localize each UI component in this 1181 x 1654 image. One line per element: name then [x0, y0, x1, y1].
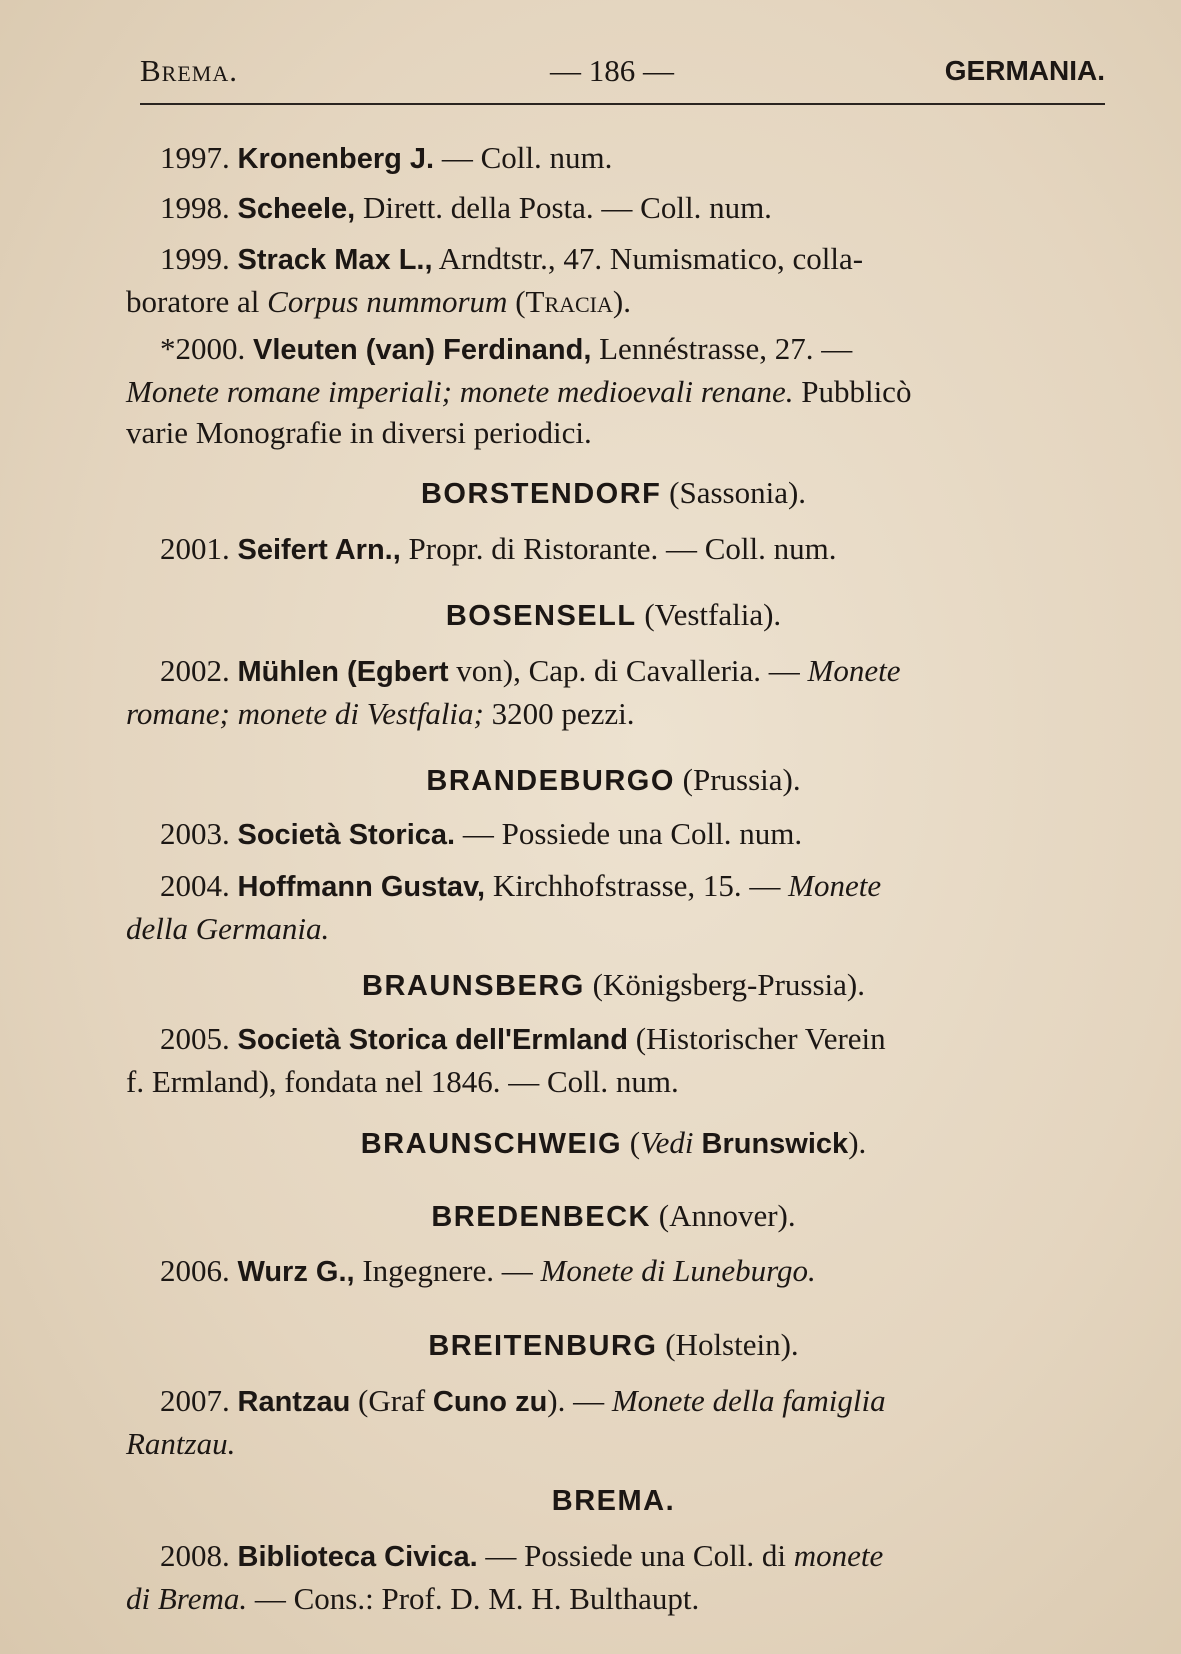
entry-smallcaps: Tracia	[525, 284, 613, 319]
entry-text: (Historischer Verein	[627, 1021, 886, 1056]
place-region: (Annover).	[651, 1198, 796, 1233]
entry-2003	[126, 813, 1101, 856]
running-head-right: GERMANIA.	[944, 55, 1105, 86]
entry-italic: romane; monete di Vestfalia;	[126, 696, 484, 731]
entry-italic: della Germania.	[126, 911, 330, 946]
entry-number: 2006.	[160, 1253, 230, 1288]
entry-text: boratore al	[126, 284, 268, 319]
place-region: (Königsberg-Prussia).	[584, 967, 865, 1002]
entry-text: Ingegnere. —	[354, 1253, 541, 1288]
entry-text: von), Cap. di Cavalleria. —	[448, 653, 808, 688]
entry-text: — Possiede una Coll. di	[477, 1538, 794, 1573]
entry-2002	[126, 650, 1101, 734]
place-heading	[126, 967, 1101, 1003]
entry-name: Rantzau	[237, 1386, 351, 1418]
entry-2007	[126, 1380, 1101, 1464]
header-rule	[140, 103, 1105, 105]
place-name: BREMA.	[551, 1485, 676, 1517]
place-region: (Holstein).	[657, 1327, 799, 1362]
entry-italic: Monete romane imperiali; monete medioevali renane.	[126, 374, 794, 409]
entry-1998	[126, 187, 1101, 230]
place-region: (Prussia).	[674, 762, 801, 797]
entry-number: 2008.	[160, 1538, 230, 1573]
entry-text: — Coll. num.	[434, 140, 613, 175]
entry-2005	[126, 1018, 1101, 1102]
place-heading	[126, 597, 1101, 633]
place-name: BREDENBECK	[431, 1201, 651, 1233]
place-region: (Vestfalia).	[636, 597, 782, 632]
cross-reference-target: Brunswick	[693, 1128, 849, 1160]
entry-1999	[126, 238, 1101, 322]
place-heading	[126, 1198, 1101, 1234]
entry-name: Strack Max L.,	[237, 244, 433, 276]
entry-number: *2000.	[160, 331, 246, 366]
entry-2000	[126, 328, 1101, 453]
entry-text: f. Ermland), fondata nel 1846. — Coll. num.	[126, 1064, 679, 1099]
place-name: BREITENBURG	[428, 1330, 658, 1362]
entry-italic: monete	[793, 1538, 884, 1573]
place-name: BRAUNSCHWEIG	[360, 1128, 623, 1160]
entry-text: ). —	[547, 1383, 612, 1418]
entry-name: Scheele,	[237, 193, 356, 225]
entry-name: Mühlen (Egbert	[237, 656, 449, 688]
entry-2006	[126, 1250, 1101, 1293]
entry-text: (	[507, 284, 526, 319]
entry-text: varie Monografie in diversi periodici.	[126, 415, 592, 450]
entry-italic: Monete della famiglia	[611, 1383, 886, 1418]
entry-text: — Possiede una Coll. num.	[455, 816, 803, 851]
entry-text: — Cons.: Prof. D. M. H. Bulthaupt.	[247, 1581, 700, 1616]
place-region: (	[622, 1125, 641, 1160]
place-name: BOSENSELL	[445, 600, 637, 632]
entry-name-part: Cuno zu	[432, 1386, 548, 1418]
entry-2001	[126, 528, 1101, 571]
entry-1997	[126, 137, 1101, 180]
entry-name: Biblioteca Civica.	[237, 1541, 478, 1573]
entry-number: 1997.	[160, 140, 230, 175]
entry-text: Propr. di Ristorante. — Coll. num.	[400, 531, 837, 566]
place-heading	[126, 1484, 1101, 1518]
running-head	[140, 48, 1105, 96]
entry-italic: Monete di Luneburgo.	[540, 1253, 816, 1288]
entry-text: Lennéstrasse, 27. —	[591, 331, 853, 366]
entry-text: Kirchhofstrasse, 15. —	[485, 868, 789, 903]
place-name: BRAUNSBERG	[362, 970, 585, 1002]
place-heading	[126, 1125, 1101, 1161]
entry-name: Società Storica dell'Ermland	[237, 1024, 628, 1056]
entry-italic: Monete	[807, 653, 901, 688]
entry-number: 1999.	[160, 241, 230, 276]
entry-name: Società Storica.	[237, 819, 456, 851]
entry-text: ).	[612, 284, 631, 319]
place-heading	[126, 1327, 1101, 1363]
entry-name: Hoffmann Gustav,	[237, 871, 486, 903]
entry-number: 2003.	[160, 816, 230, 851]
entry-number: 2002.	[160, 653, 230, 688]
entry-number: 2005.	[160, 1021, 230, 1056]
entry-text: 3200 pezzi.	[483, 696, 635, 731]
entry-number: 2004.	[160, 868, 230, 903]
entry-text: Dirett. della Posta. — Coll. num.	[355, 190, 772, 225]
entry-name: Seifert Arn.,	[237, 534, 401, 566]
entry-number: 2001.	[160, 531, 230, 566]
entry-italic: Monete	[788, 868, 882, 903]
entry-text: (Graf	[350, 1383, 433, 1418]
place-heading	[126, 762, 1101, 798]
place-heading	[126, 475, 1101, 511]
entry-italic: di Brema.	[126, 1581, 248, 1616]
entry-2008	[126, 1535, 1101, 1619]
place-name: BORSTENDORF	[420, 478, 662, 510]
entry-text: Arndtstr., 47. Numismatico, colla-	[432, 241, 864, 276]
entry-italic: Corpus nummorum	[267, 284, 508, 319]
entry-italic: Rantzau.	[126, 1426, 236, 1461]
entry-2004	[126, 865, 1101, 949]
entry-text: Pubblicò	[793, 374, 912, 409]
running-head-left: Brema.	[140, 53, 238, 88]
cross-reference-italic: Vedi	[640, 1125, 694, 1160]
page-number: — 186 —	[550, 53, 674, 88]
place-name: BRANDEBURGO	[426, 765, 675, 797]
place-region: (Sassonia).	[661, 475, 807, 510]
entry-name: Vleuten (van) Ferdinand,	[253, 334, 592, 366]
entry-number: 2007.	[160, 1383, 230, 1418]
entry-number: 1998.	[160, 190, 230, 225]
entry-name: Wurz G.,	[237, 1256, 355, 1288]
entry-name: Kronenberg J.	[237, 143, 435, 175]
place-region: ).	[848, 1125, 867, 1160]
